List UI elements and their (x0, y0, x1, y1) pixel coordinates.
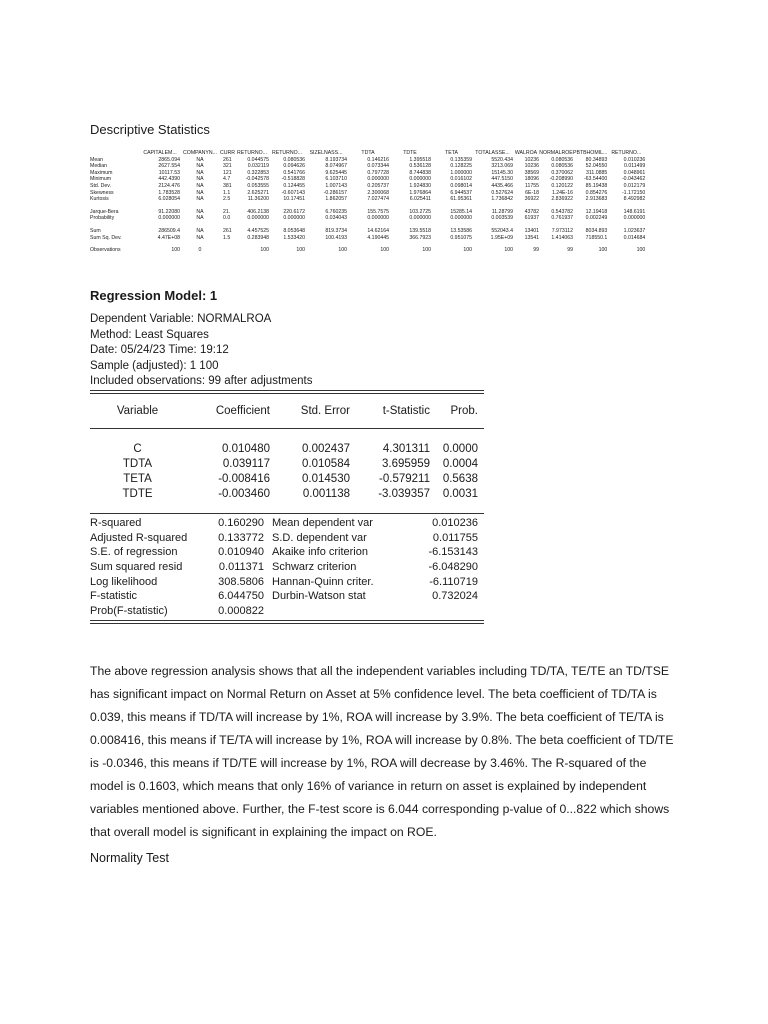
desc-column-header: RETURNO... (272, 150, 302, 156)
statistic-cell: Mean dependent var (272, 517, 373, 530)
desc-cell: 14.62164 (367, 227, 389, 234)
coefficient-cell: 0.0004 (442, 457, 478, 470)
header-variable: Variable (116, 405, 159, 417)
desc-cell: 718550.1 (585, 234, 608, 241)
coefficient-cell: -3.039357 (378, 487, 430, 500)
desc-cell: 1.862057 (325, 196, 347, 203)
statistic-cell: Schwarz criterion (272, 561, 357, 574)
desc-cell: NA (196, 234, 204, 241)
desc-cell: 261 (223, 156, 232, 163)
statistic-cell (264, 604, 404, 619)
descriptive-statistics-table (90, 150, 645, 254)
statistic-row (90, 531, 484, 546)
statistic-row (90, 545, 484, 560)
desc-cell: 10117.53 (158, 169, 180, 176)
desc-cell: 7.973112 (551, 227, 573, 234)
desc-cell: 1.924830 (409, 182, 431, 189)
desc-cell: 442.4390 (158, 176, 180, 183)
statistic-cell: 0.010940 (218, 546, 264, 559)
desc-cell: 8034.893 (585, 227, 608, 234)
desc-cell: 0.000000 (247, 215, 269, 222)
desc-cell: NA (196, 189, 204, 196)
desc-cell: -63.54400 (583, 176, 608, 183)
desc-cell: 0.080536 (551, 163, 573, 170)
desc-cell: 0.044575 (247, 156, 269, 163)
desc-row-label: Minimum (90, 176, 112, 183)
coefficient-cell: 0.014530 (302, 472, 350, 485)
coefficient-cell: TDTE (122, 487, 153, 500)
desc-cell: 0.010236 (623, 156, 646, 163)
desc-cell: -1.172150 (621, 189, 646, 196)
desc-cell: 61.95361 (450, 196, 472, 203)
desc-cell: 121 (223, 169, 232, 176)
desc-cell: 0.053555 (247, 182, 269, 189)
desc-cell: 2.913683 (585, 196, 608, 203)
desc-cell: 5520.434 (491, 156, 513, 163)
desc-cell: 100 (636, 247, 646, 254)
desc-row (90, 170, 645, 177)
desc-cell: 0.073344 (367, 163, 389, 170)
statistic-cell: S.D. dependent var (272, 531, 367, 544)
desc-cell: -0.518828 (281, 176, 305, 183)
desc-cell: 139.5518 (409, 227, 431, 234)
desc-row-label: Jarque-Bera (90, 208, 119, 215)
desc-column-header: PBTBHOMIL... (573, 150, 608, 156)
coefficient-table (90, 394, 484, 513)
desc-cell: 21. (223, 208, 231, 215)
desc-cell: 6.103710 (325, 176, 347, 183)
coefficient-cell: 0.039117 (222, 457, 270, 470)
desc-cell: 406.2138 (247, 208, 269, 215)
desc-column-header: NORMALROE (539, 150, 573, 156)
desc-cell: NA (196, 208, 204, 215)
desc-column-header: TETA (445, 150, 458, 156)
meta-line: Included observations: 99 after adjustments (90, 375, 313, 387)
coefficient-row (90, 486, 484, 501)
desc-column-header: RETURNO... (237, 150, 267, 156)
desc-row (90, 228, 645, 235)
desc-cell: 4.457525 (247, 227, 269, 234)
coefficient-cell: 0.0000 (442, 442, 478, 455)
desc-cell: 6.025411 (409, 196, 431, 203)
desc-cell: -0.286157 (323, 189, 347, 196)
desc-cell: 0.080536 (551, 156, 573, 163)
header-prob: Prob. (450, 405, 478, 417)
desc-cell: 10.17451 (283, 196, 305, 203)
statistic-row (90, 560, 484, 575)
desc-cell: 2124.476 (158, 182, 180, 189)
statistic-cell: Hannan-Quinn criter. (272, 575, 374, 588)
desc-column-header: COMPANYN... (183, 150, 217, 156)
desc-cell: 0.012179 (623, 182, 646, 189)
descriptive-statistics-body (90, 157, 645, 254)
desc-cell: 100 (260, 247, 269, 254)
desc-cell: NA (196, 163, 204, 170)
desc-cell: 0.014684 (623, 234, 646, 241)
desc-cell: 366.7923 (409, 234, 431, 241)
meta-line: Dependent Variable: NORMALROA (90, 313, 272, 325)
statistic-cell: Prob(F-statistic) (90, 604, 168, 617)
desc-cell: 1.414063 (551, 234, 573, 241)
coefficient-cell: 0.0031 (442, 487, 478, 500)
desc-row (90, 196, 645, 203)
desc-cell: 38569 (524, 169, 539, 176)
statistic-cell: Akaike info criterion (272, 546, 368, 559)
statistic-row (90, 604, 484, 619)
desc-cell: 4435.466 (491, 182, 513, 189)
desc-cell: 9.625445 (325, 169, 347, 176)
desc-cell: 13541 (524, 234, 539, 241)
coefficient-cell: 0.001138 (302, 487, 350, 500)
descriptive-statistics-header (90, 150, 645, 157)
statistic-row (90, 574, 484, 589)
desc-cell: 0.000000 (158, 215, 180, 222)
desc-cell: 15145.30 (491, 169, 513, 176)
desc-cell: 2.5 (223, 196, 231, 203)
desc-cell: 2.300068 (367, 189, 389, 196)
desc-cell: 0.098014 (450, 182, 472, 189)
desc-cell: 7.027474 (367, 196, 389, 203)
desc-cell: 100 (598, 247, 608, 254)
desc-cell: 1.1 (223, 189, 231, 196)
desc-row (90, 209, 645, 216)
desc-header-row (90, 150, 645, 157)
desc-row (90, 247, 645, 254)
desc-cell (220, 247, 235, 254)
desc-row-label: Maximum (90, 169, 113, 176)
analysis-paragraph: The above regression analysis shows that all the independent variables including TD/TA, TE/TE an TD/TSE has significant impact on Normal Return on Asset at 5% confidence level. The beta coefficient of TD/TA is 0.039, this means if TD/TA will increase by 1%, ROA will increase by 3.9%. The beta coefficient of TE/TA is 0.008416, this means if TE/TA will increase by 1%, ROA will increase by 0.8%. The beta coefficient of TD/TE is -0.0346, this means if TD/TE will increase by 1%, ROA will decrease by 3.46%. The R-squared of the model is 0.1603, which means that only 16% of variance in return on asset is explained by independent variables mentioned above. Further, the F-test score is 6.044 corresponding p-value of 0...822 which shows that overall model is significant in explaining the impact on ROE. (90, 664, 674, 839)
desc-column-header: TOTALASSE... (475, 150, 510, 156)
desc-cell: 0.543782 (551, 208, 573, 215)
desc-row (90, 176, 645, 183)
desc-cell: 0.541766 (283, 169, 305, 176)
desc-row (90, 190, 645, 197)
statistic-cell: -6.048290 (428, 561, 478, 574)
desc-cell: 36922 (524, 196, 539, 203)
desc-cell: 381 (223, 182, 232, 189)
desc-cell: 8.492982 (623, 196, 646, 203)
desc-cell: 103.2725 (409, 208, 431, 215)
coefficient-cell: 0.010584 (302, 457, 350, 470)
desc-cell: 100 (338, 247, 347, 254)
statistic-cell: Log likelihood (90, 575, 158, 588)
desc-cell: 0.527624 (491, 189, 513, 196)
desc-row (90, 215, 645, 222)
desc-cell: 100.4193 (325, 234, 347, 241)
desc-cell: -0.208990 (549, 176, 573, 183)
desc-cell: 11.28799 (491, 208, 513, 215)
desc-cell: 1.783528 (158, 189, 180, 196)
header-t-statistic: t-Statistic (382, 405, 430, 417)
desc-cell: 100 (463, 247, 472, 254)
statistic-row (90, 516, 484, 531)
desc-row-label: Sum (90, 227, 101, 234)
desc-cell: 15285.14 (450, 208, 472, 215)
coefficient-header-row (90, 394, 484, 429)
desc-cell: 99 (533, 247, 539, 254)
desc-cell: 0.034043 (325, 215, 347, 222)
desc-cell: 0.048961 (623, 169, 646, 176)
statistic-cell: -6.110719 (429, 575, 478, 588)
desc-cell: 0.094626 (283, 163, 305, 170)
coefficient-cell: TDTA (122, 457, 153, 470)
desc-cell: 1.24E-16 (551, 189, 573, 196)
statistic-cell: Adjusted R-squared (90, 531, 188, 544)
desc-row-label: Observations (90, 247, 121, 254)
statistic-cell: 308.5806 (218, 575, 264, 588)
desc-cell: 0.000000 (283, 215, 305, 222)
desc-row-label: Kurtosis (90, 196, 109, 203)
desc-cell: 1.000000 (450, 169, 472, 176)
desc-column-header: CAPITALEM... (143, 150, 177, 156)
statistic-cell: 0.011755 (432, 531, 478, 544)
regression-meta (90, 312, 312, 390)
statistic-cell: S.E. of regression (90, 546, 178, 559)
desc-cell: 6E-18 (525, 189, 539, 196)
desc-cell: 6.944537 (450, 189, 472, 196)
desc-cell: 3213.069 (491, 163, 513, 170)
statistic-cell: 0.000822 (218, 604, 264, 617)
desc-cell: -0.042578 (245, 176, 269, 183)
desc-cell: 85.19438 (585, 182, 608, 189)
desc-cell: 100 (504, 247, 513, 254)
meta-line: Sample (adjusted): 1 100 (90, 359, 219, 372)
desc-cell: 0.146216 (367, 156, 389, 163)
desc-cell: 0.011499 (624, 163, 646, 170)
desc-cell: 4.7 (223, 176, 231, 183)
desc-row-label: Mean (90, 156, 103, 163)
desc-cell: 43782 (524, 208, 539, 215)
desc-cell: 0.080536 (283, 156, 305, 163)
desc-cell: 8.744838 (409, 169, 431, 176)
statistic-cell: Sum squared resid (90, 561, 183, 574)
coefficient-cell: -0.008416 (218, 472, 270, 485)
desc-cell: 0.000000 (409, 176, 431, 183)
descriptive-statistics-heading: Descriptive Statistics (90, 122, 210, 137)
desc-cell: 1.007143 (325, 182, 347, 189)
desc-cell: 1.976864 (409, 189, 431, 196)
desc-row-label: Sum Sq. Dev. (90, 234, 122, 241)
desc-cell: 1.533420 (283, 234, 305, 241)
statistic-cell: 0.133772 (218, 531, 264, 544)
statistic-cell: 0.160290 (218, 517, 264, 530)
desc-cell: 6.760235 (325, 208, 347, 215)
coefficient-cell: 0.010480 (222, 442, 270, 455)
desc-cell: 18096 (524, 176, 539, 183)
desc-cell: 1.023637 (623, 227, 646, 234)
coefficient-cell: C (133, 442, 142, 455)
desc-cell: NA (196, 215, 204, 222)
desc-cell: 1.95E+09 (490, 234, 513, 241)
desc-cell: 1.395518 (409, 156, 431, 163)
desc-column-header: SIZELNASS... (309, 150, 343, 156)
coefficient-cell: 0.002437 (302, 442, 350, 455)
desc-cell: 6.028054 (158, 196, 180, 203)
normality-test-heading: Normality Test (90, 851, 169, 865)
header-coefficient: Coefficient (215, 405, 270, 417)
desc-cell: 0.854276 (585, 189, 608, 196)
desc-row (90, 157, 645, 164)
desc-cell: 0.761937 (551, 215, 573, 222)
desc-cell: 0.951075 (450, 234, 472, 241)
coefficient-row (90, 456, 484, 471)
desc-cell: 100 (422, 247, 431, 254)
desc-cell: 80.34893 (585, 156, 608, 163)
desc-cell: 100 (171, 247, 180, 254)
desc-cell: 0.003539 (491, 215, 513, 222)
desc-cell: 819.3734 (325, 227, 347, 234)
desc-cell: 0.536128 (409, 163, 431, 170)
desc-cell: 2627.554 (158, 163, 180, 170)
desc-cell: NA (196, 176, 204, 183)
desc-row (90, 163, 645, 170)
desc-cell: 0.000000 (409, 215, 431, 222)
desc-cell: 0.000000 (623, 215, 646, 222)
desc-cell: 0.0 (223, 215, 231, 222)
desc-cell: 0.016102 (450, 176, 472, 183)
desc-cell: 10236 (524, 156, 539, 163)
desc-cell: 220.6172 (283, 208, 305, 215)
desc-cell: 1.5 (223, 234, 231, 241)
desc-cell: 321 (223, 163, 232, 170)
desc-row (90, 183, 645, 190)
coefficient-cell: -0.579211 (379, 472, 430, 485)
header-std-error: Std. Error (300, 405, 350, 417)
desc-cell: 8.053648 (283, 227, 305, 234)
coefficient-cell: 0.5638 (442, 472, 478, 485)
desc-column-header: TDTA (361, 150, 375, 156)
coefficient-row (90, 441, 484, 456)
desc-column-header: WALROA (514, 150, 538, 156)
regression-model-heading: Regression Model: 1 (90, 288, 218, 303)
desc-cell: 0.002249 (585, 215, 608, 222)
desc-cell: 11755 (524, 182, 539, 189)
summary-statistics-table (90, 516, 484, 618)
statistic-cell: 6.044750 (218, 590, 264, 603)
desc-cell: 1.736842 (491, 196, 513, 203)
desc-cell: 91.22080 (158, 208, 180, 215)
desc-cell: 0 (198, 247, 202, 254)
desc-cell: 0.000000 (450, 215, 472, 222)
desc-cell: 0.283948 (247, 234, 269, 241)
desc-row-label: Skewness (90, 189, 114, 196)
desc-cell: 8.193734 (325, 156, 347, 163)
desc-cell: 0.370062 (551, 169, 573, 176)
desc-cell: 0.797728 (367, 169, 389, 176)
desc-cell: -0.607143 (281, 189, 305, 196)
desc-cell: 552043.4 (491, 227, 513, 234)
statistic-cell: -6.153143 (428, 546, 478, 559)
regression-output (90, 390, 484, 624)
desc-cell: 12.19418 (585, 208, 608, 215)
desc-cell: 4.190445 (367, 234, 389, 241)
coefficient-cell: TETA (123, 472, 152, 485)
desc-cell: NA (196, 227, 204, 234)
desc-cell: 99 (567, 247, 573, 254)
desc-cell: 13.53586 (450, 227, 472, 234)
divider-rule (90, 513, 484, 514)
desc-row-label: Probability (90, 215, 115, 222)
desc-cell: 4.47E+08 (157, 234, 180, 241)
statistic-cell: Durbin-Watson stat (272, 590, 366, 603)
statistic-cell: 0.732024 (432, 590, 478, 603)
desc-cell: 148.6191 (623, 208, 646, 215)
desc-cell: 8.074967 (325, 163, 347, 170)
desc-cell: 61937 (524, 215, 539, 222)
desc-cell: 0.205737 (367, 182, 389, 189)
meta-line: Date: 05/24/23 Time: 19:12 (90, 344, 229, 356)
desc-cell: 13401 (524, 227, 539, 234)
desc-row-label: Median (90, 163, 108, 170)
coefficient-cell: -0.003460 (218, 487, 270, 500)
coefficient-cell: 4.301311 (382, 442, 430, 455)
desc-cell: 2.625271 (247, 189, 269, 196)
desc-cell: 100 (380, 247, 389, 254)
desc-cell: 447.5150 (491, 176, 513, 183)
desc-cell: 10236 (524, 163, 539, 170)
meta-line: Method: Least Squares (90, 328, 209, 341)
desc-cell: 0.000000 (367, 215, 389, 222)
coefficient-cell: 3.695959 (382, 457, 430, 470)
desc-cell: NA (196, 196, 204, 203)
desc-cell: 2865.094 (158, 156, 180, 163)
desc-cell: 0.128225 (450, 163, 472, 170)
desc-cell: 286509.4 (158, 227, 180, 234)
desc-cell: 261 (223, 227, 232, 234)
desc-cell: 0.032119 (247, 163, 269, 170)
statistic-cell: 0.011371 (218, 561, 264, 574)
desc-cell: 0.124455 (283, 182, 305, 189)
desc-row (90, 235, 645, 242)
statistic-row (90, 589, 484, 604)
desc-cell: NA (196, 156, 204, 163)
desc-cell: 11.36200 (247, 196, 269, 203)
desc-cell: 311.0885 (586, 169, 608, 176)
desc-column-header: TDTE (403, 150, 417, 156)
desc-cell: 155.7575 (367, 208, 389, 215)
desc-cell: NA (196, 169, 204, 176)
desc-column-header: RETURNO... (611, 150, 642, 156)
desc-cell: 52.04550 (585, 163, 608, 170)
desc-column-header: CURR (220, 150, 235, 156)
desc-cell: 2.836922 (551, 196, 573, 203)
desc-cell: 0.000000 (367, 176, 389, 183)
desc-cell: -0.043462 (621, 176, 646, 183)
desc-cell: 0.322853 (247, 169, 269, 176)
coefficient-row (90, 471, 484, 486)
double-rule (90, 620, 484, 624)
desc-cell: NA (196, 182, 204, 189)
desc-cell: 0.120122 (551, 182, 573, 189)
desc-cell: 0.135359 (450, 156, 472, 163)
statistic-cell (404, 604, 484, 619)
statistic-cell: 0.010236 (432, 517, 478, 530)
desc-cell: 100 (296, 247, 305, 254)
statistic-cell: R-squared (90, 517, 142, 530)
statistic-cell: F-statistic (90, 590, 138, 603)
desc-row-label: Std. Dev. (90, 182, 111, 189)
